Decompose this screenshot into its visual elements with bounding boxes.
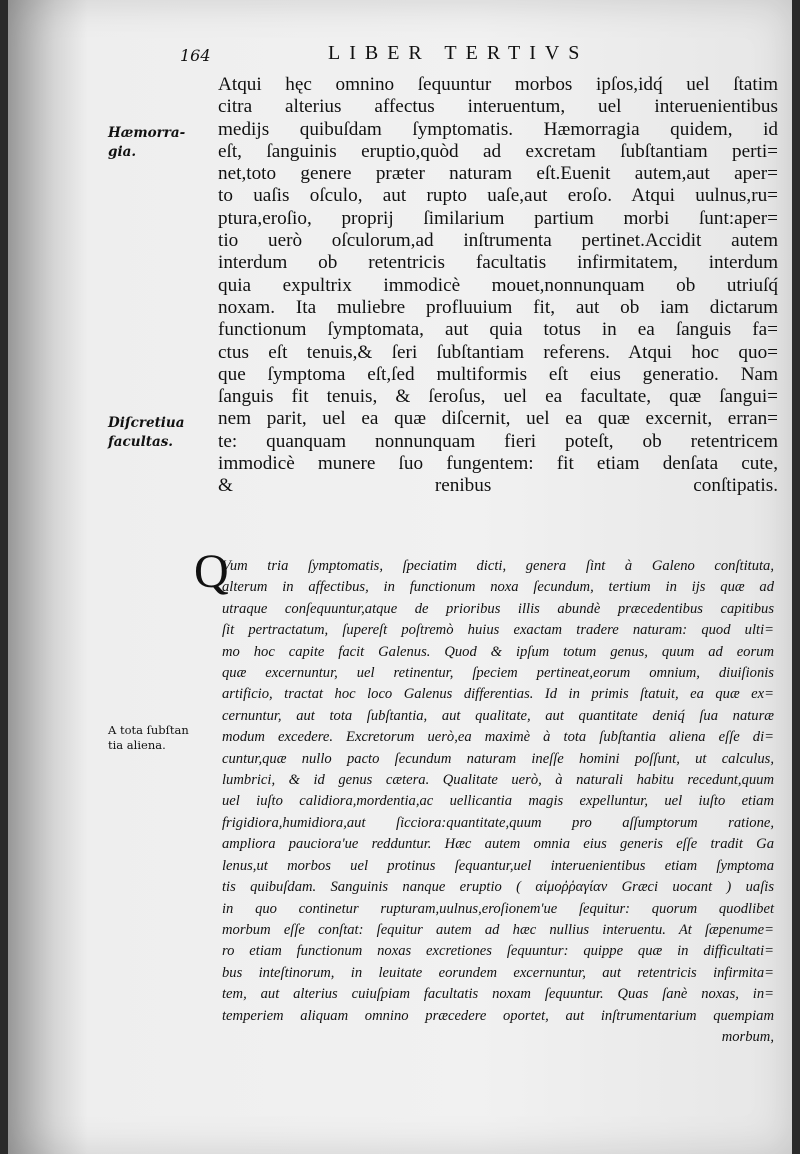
- text-line: to uaſis oſculo, aut rupto uaſe,aut eroſo. Atqui uulnus,ru=: [218, 185, 778, 207]
- text-line: mo hoc capite facit Galenus. Quod & ipſum totum genus, quum ad eorum: [222, 643, 774, 660]
- main-text-block: [218, 74, 778, 498]
- text-line: modum excedere. Excretorum uerò,ea maximè à tota ſubſtantia aliena eſſe di=: [222, 729, 774, 746]
- text-line: lumbrici, & id genus cætera. Qualitate uerò, à naturali habitu recedunt,quum: [222, 772, 774, 789]
- text-line: cuntur,quæ nullo pacto ſecundum naturam ineſſe homini poſſunt, ut calculus,: [222, 750, 774, 767]
- text-line: quia expultrix immodicè mouet,nonnunquam ob utriuſq́: [218, 274, 778, 296]
- page-edge-shadow: [8, 0, 88, 1154]
- text-line: bus inteſtinorum, in leuitate eorundem excernuntur, aut retentricis infirmita=: [222, 964, 774, 981]
- text-line: tio uerò oſculorum,ad inſtrumenta pertinet.Accidit autem: [218, 230, 778, 252]
- margin-note-line: gia.: [108, 144, 137, 160]
- margin-note-discretiua: [108, 414, 196, 452]
- text-line: que ſymptoma eſt,ſed multiformis eſt eius generatio. Nam: [218, 363, 778, 385]
- running-title: LIBER TERTIVS: [328, 42, 589, 64]
- page-header: [168, 40, 752, 70]
- drop-initial: Q: [194, 545, 229, 598]
- text-line: eſt, ſanguinis eruptio,quòd ad excretam ſubſtantiam perti=: [218, 140, 778, 162]
- text-line: citra alterius affectus interuentum, uel interuenientibus: [218, 96, 778, 118]
- text-line: frigidiora,humidiora,aut ſicciora:quantitate,quum pro aſſumptorum ratione,: [222, 814, 774, 831]
- text-line: tem, aut alterius cuiuſpiam facultatis noxam ſequuntur. Quas ſanè noxas, in=: [222, 986, 774, 1003]
- text-line: in quo continetur rupturam,uulnus,eroſionem'ue ſequitur: quorum quodlibet: [222, 900, 774, 917]
- text-line: morbum,: [721, 1028, 774, 1045]
- text-line: ptura,eroſio, proprij ſimilarium partium morbi ſunt:aper=: [218, 207, 778, 229]
- text-line: interdum ob retentricis facultatis infirmitatem, interdum: [218, 252, 778, 274]
- text-line: ſit pertractatum, ſupereſt poſtremò huius exactam tradere naturam: quod ulti=: [222, 622, 774, 639]
- text-line: tis quibuſdam. Sanguinis nanque eruptio ( αἱμοῤῥαγίαν Græci uocant ) uaſis: [222, 879, 774, 896]
- margin-note-line: tia aliena.: [108, 738, 166, 752]
- text-line: Atqui hęc omnino ſequuntur morbos ipſos,idq́ uel ſtatim: [218, 74, 778, 95]
- text-line: cernuntur, aut tota ſubſtantia, aut qualitate, aut quantitate deniq́ ſua naturæ: [222, 707, 774, 724]
- text-line: temperiem aliquam omnino præcedere oportet, aut inſtrumentarium quempiam: [222, 1007, 774, 1024]
- text-line: medijs quibuſdam ſymptomatis. Hæmorragia quidem, id: [218, 118, 778, 140]
- margin-note-line: Hæmorra-: [108, 125, 186, 141]
- margin-note-tota-substantia: [108, 723, 196, 753]
- text-line: noxam. Ita muliebre profluuium fit, aut ob iam dictarum: [218, 296, 778, 318]
- margin-note-line: Diſcretiua: [108, 415, 185, 431]
- text-line: morbum eſſe conſtat: ſequitur autem ad hæc nullius interuentu. At ſæpenume=: [222, 921, 774, 938]
- text-line: artificio, tractat hoc loco Galenus differentias. Id in primis ſtatuit, ea quæ ex=: [222, 686, 774, 703]
- text-line: utraque conſequuntur,atque de prioribus illis abundè præcedentibus capitibus: [222, 600, 774, 617]
- text-line: net,toto genere præter naturam eſt.Euenit autem,aut aper=: [218, 163, 778, 185]
- text-line: ampliora pauciora'ue redduntur. Hæc autem omnia eius generis eſſe tradit Ga: [222, 836, 774, 853]
- text-line: uel iuſto calidiora,mordentia,ac uellicantia magis expelluntur, uel iuſto etiam: [222, 793, 774, 810]
- text-line: alterum in affectibus, in functionum noxa ſecundum, tertium in ijs quæ ad: [222, 579, 774, 596]
- text-line: nem parit, uel ea quæ diſcernit, uel ea quæ excernit, erran=: [218, 408, 778, 430]
- text-line: ro etiam functionum noxas excretiones ſequuntur: quippe quæ in difficultati=: [222, 943, 774, 960]
- book-page: [8, 0, 792, 1154]
- margin-note-line: facultas.: [108, 434, 174, 450]
- margin-note-haemorragia: [108, 124, 196, 162]
- text-line: ſanguis fit tenuis, & ſeroſus, uel ea facultate, quæ ſangui=: [218, 386, 778, 408]
- text-line: Vum tria ſymptomatis, ſpeciatim dicti, genera ſint à Galeno conſtituta,: [222, 558, 774, 574]
- text-line: te: quanquam nonnunquam fieri poteſt, ob retentricem: [218, 430, 778, 452]
- text-line: functionum ſymptomata, aut quia totus in ea ſanguis fa=: [218, 319, 778, 341]
- page-number: 164: [180, 46, 211, 65]
- commentary-block: [222, 556, 774, 1048]
- text-line: ctus eſt tenuis,& ſeri ſubſtantiam referens. Atqui hoc quo=: [218, 341, 778, 363]
- text-line: immodicè munere ſuo fungentem: fit etiam denſata cute,: [218, 453, 778, 475]
- text-line: quæ excernuntur, uel retinentur, ſpeciem pertineat,eorum omnium, diuiſionis: [222, 665, 774, 682]
- text-line: & renibus conſtipatis.: [218, 475, 778, 497]
- text-line: lenus,ut morbos uel protinus ſequantur,uel interuenientibus etiam ſymptoma: [222, 857, 774, 874]
- margin-note-line: A tota ſubſtan: [108, 723, 189, 737]
